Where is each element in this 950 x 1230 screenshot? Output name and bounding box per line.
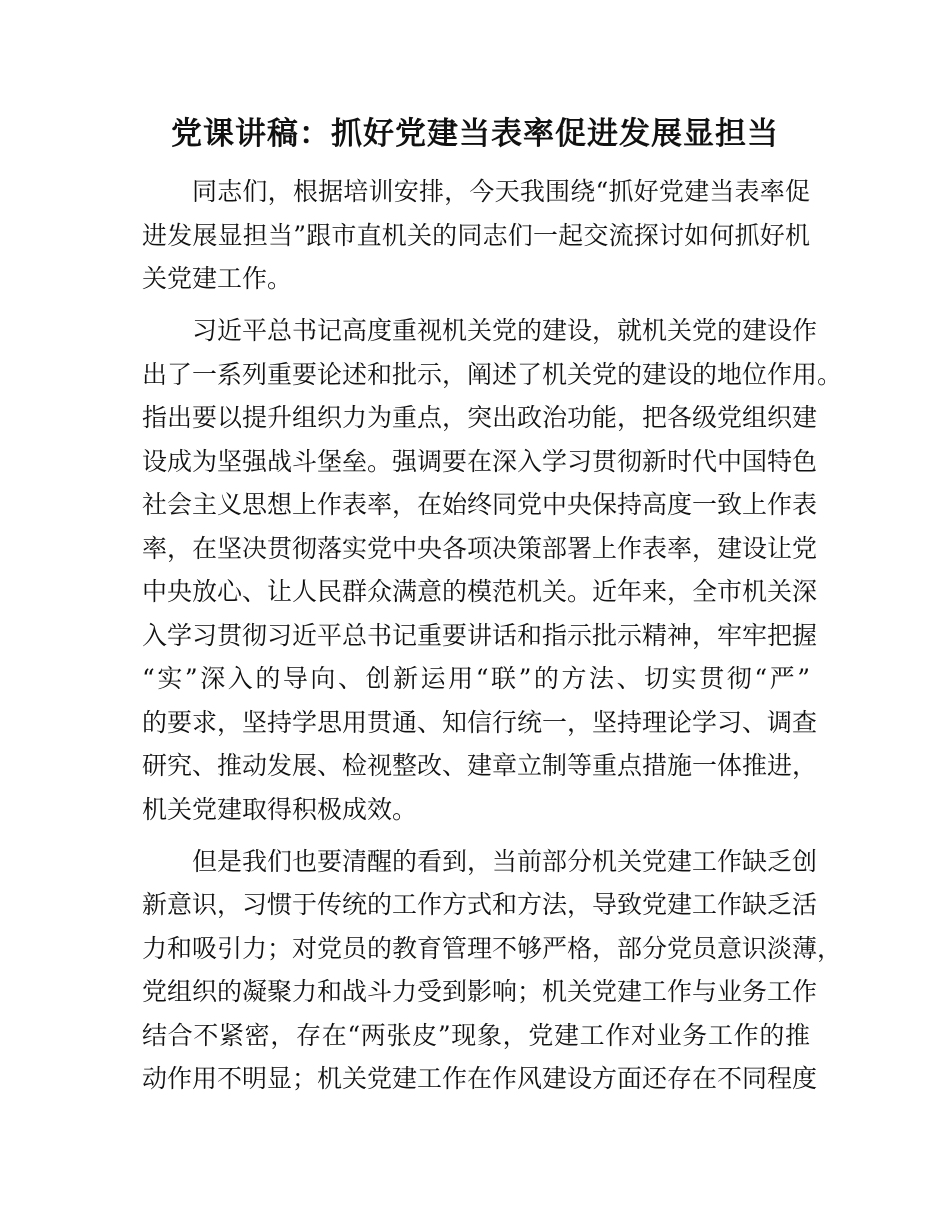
text-line: 新意识，习惯于传统的工作方式和方法，导致党建工作缺乏活 <box>142 890 818 919</box>
paragraph <box>142 840 843 1101</box>
text-line: “实”深入的导向、创新运用“联”的方法、切实贯彻“严” <box>142 664 810 693</box>
text-line: 的要求，坚持学思用贯通、知信行统一，坚持理论学习、调查 <box>142 707 818 737</box>
text-line: 率，在坚决贯彻落实党中央各项决策部署上作表率，建设让党 <box>142 533 818 563</box>
text-line: 研究、推动发展、检视整改、建章立制等重点措施一体推进， <box>142 751 818 780</box>
text-line: 设成为坚强战斗堡垒。强调要在深入学习贯彻新时代中国特色 <box>142 446 818 476</box>
paragraph <box>142 309 843 831</box>
paragraph <box>142 170 810 301</box>
document-body <box>142 170 843 1109</box>
text-line: 党组织的凝聚力和战斗力受到影响；机关党建工作与业务工作 <box>142 977 818 1006</box>
text-line: 中央放心、让人民群众满意的模范机关。近年来，全市机关深 <box>142 577 818 606</box>
text-line: 习近平总书记高度重视机关党的建设，就机关党的建设作 <box>192 316 818 345</box>
document-title: 党课讲稿：抓好党建当表率促进发展显担当 <box>171 116 779 152</box>
text-line: 机关党建取得积极成效。 <box>142 794 418 824</box>
text-line: 但是我们也要清醒的看到，当前部分机关党建工作缺乏创 <box>192 846 818 876</box>
text-line: 指出要以提升组织力为重点，突出政治功能，把各级党组织建 <box>142 403 818 432</box>
text-line: 入学习贯彻习近平总书记重要讲话和指示批示精神，牢牢把握 <box>142 620 818 650</box>
text-line: 同志们，根据培训安排，今天我围绕“抓好党建当表率促 <box>192 177 810 206</box>
text-line: 动作用不明显；机关党建工作在作风建设方面还存在不同程度 <box>142 1064 818 1093</box>
text-line: 力和吸引力；对党员的教育管理不够严格，部分党员意识淡薄， <box>142 933 843 963</box>
text-line: 关党建工作。 <box>142 264 293 293</box>
text-line: 结合不紧密，存在“两张皮”现象，党建工作对业务工作的推 <box>142 1020 810 1050</box>
text-line: 进发展显担当”跟市直机关的同志们一起交流探讨如何抓好机 <box>142 220 810 250</box>
text-line: 出了一系列重要论述和批示，阐述了机关党的建设的地位作用。 <box>142 359 843 389</box>
text-line: 社会主义思想上作表率，在始终同党中央保持高度一致上作表 <box>142 490 818 519</box>
